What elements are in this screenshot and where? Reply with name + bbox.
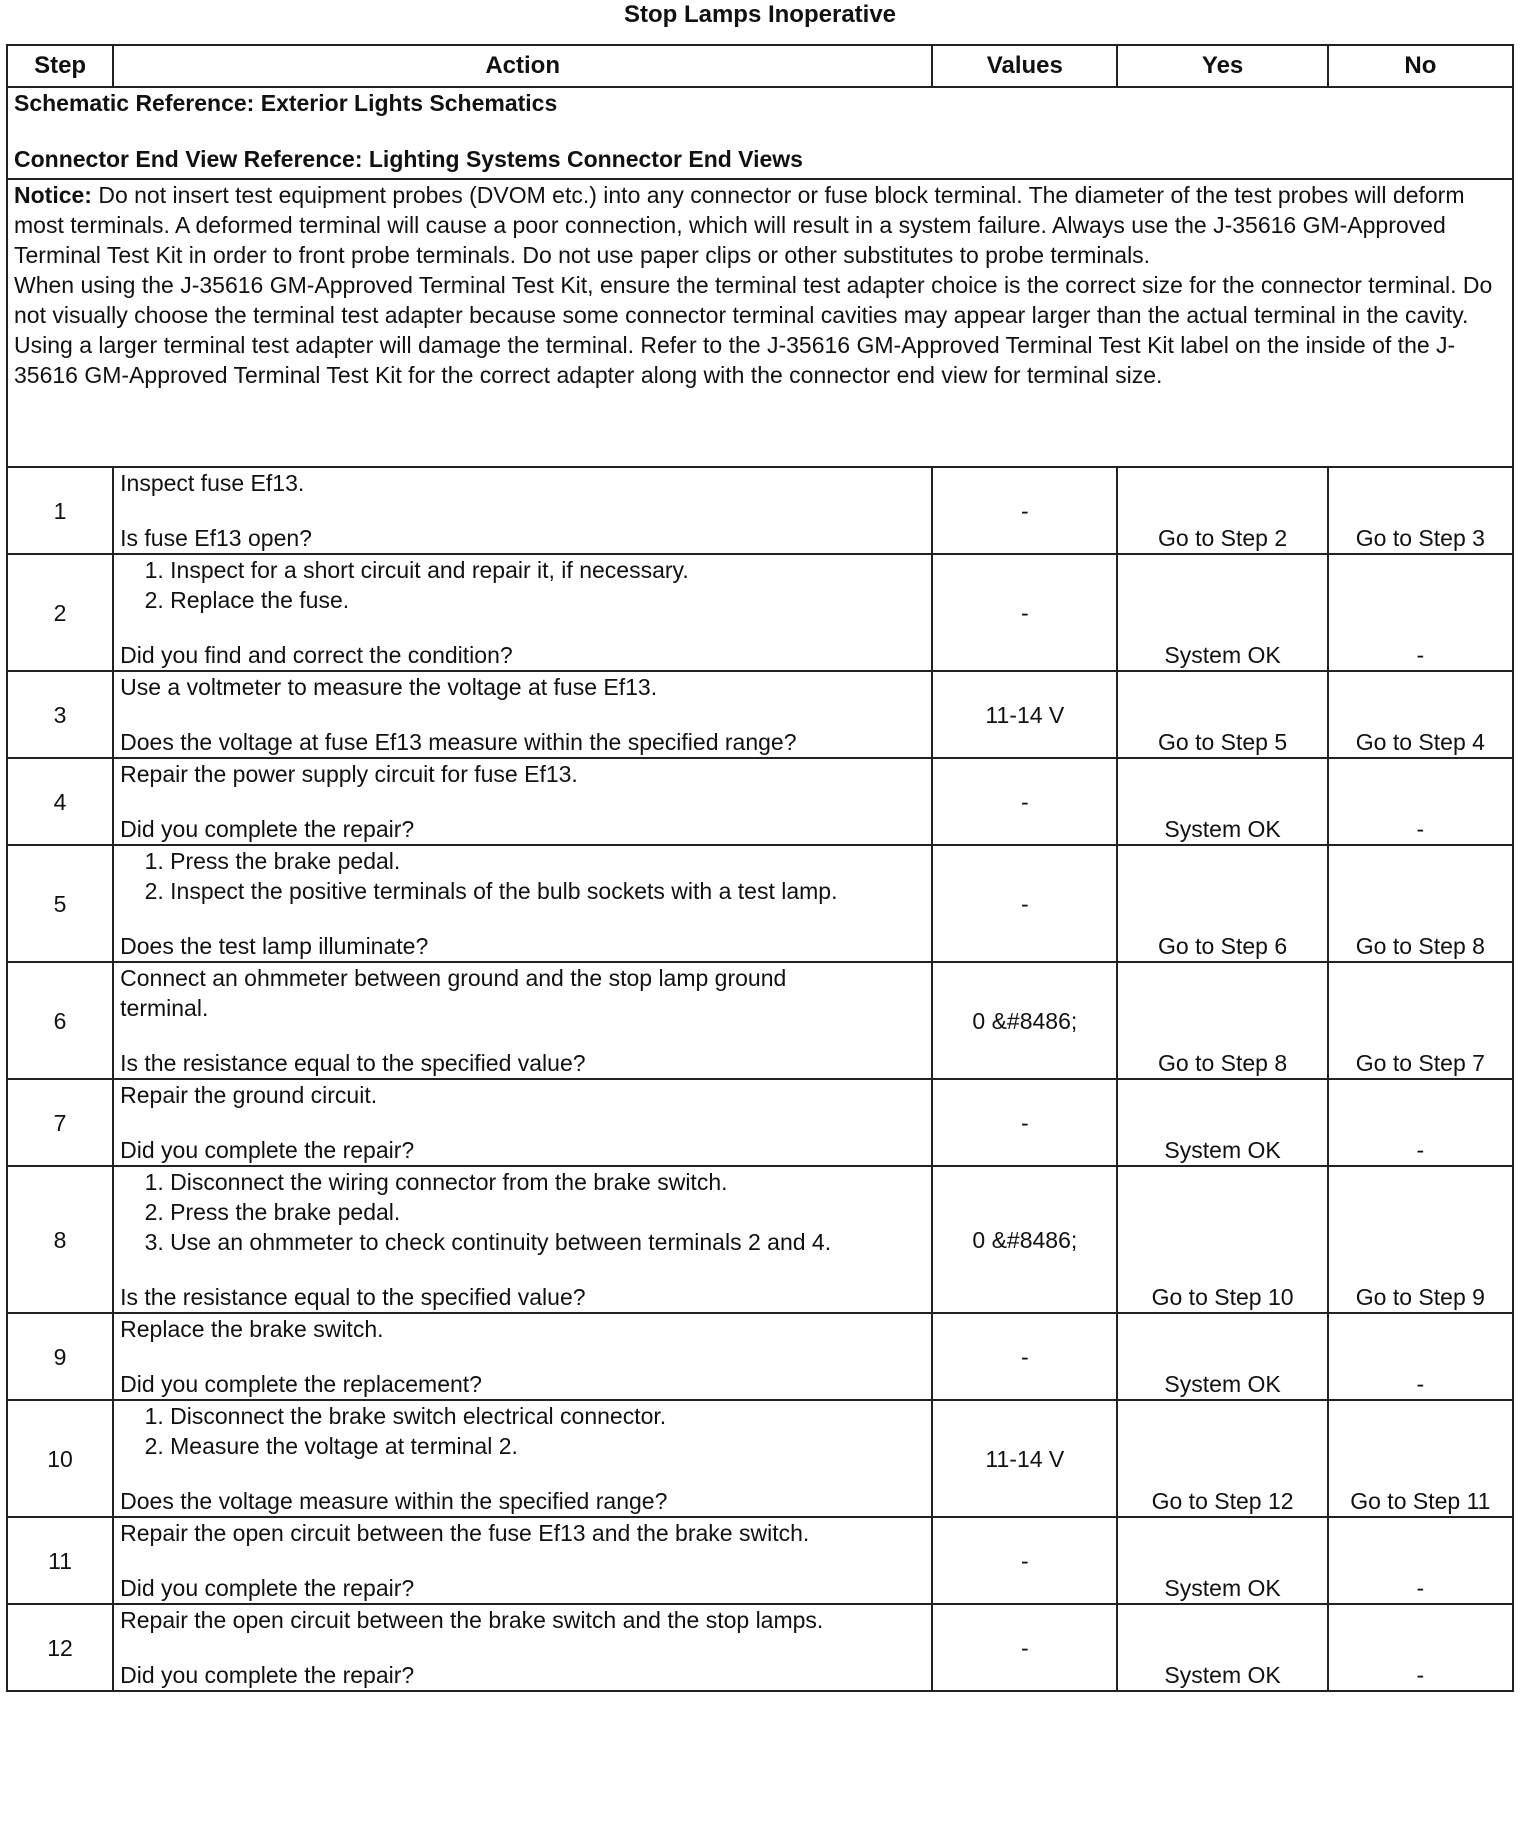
yes-result: System OK — [1117, 758, 1327, 845]
yes-result: Go to Step 2 — [1117, 467, 1327, 554]
no-result: Go to Step 3 — [1328, 467, 1513, 554]
reference-row — [7, 87, 1513, 179]
action-cell — [113, 1517, 932, 1604]
action-question: Does the test lamp illuminate? — [120, 933, 429, 959]
no-result: Go to Step 11 — [1328, 1400, 1513, 1517]
action-text: Repair the open circuit between the brake switch and the stop lamps. — [120, 1607, 824, 1633]
yes-result: System OK — [1117, 1313, 1327, 1400]
value-cell: 0 &#8486; — [932, 1166, 1117, 1313]
header-values: Values — [932, 45, 1117, 87]
step-number: 5 — [7, 845, 113, 962]
step-row — [7, 758, 1513, 845]
yes-result: Go to Step 5 — [1117, 671, 1327, 758]
step-number: 6 — [7, 962, 113, 1079]
value-cell: - — [932, 554, 1117, 671]
no-result: - — [1328, 1517, 1513, 1604]
action-list-item: 2. Measure the voltage at terminal 2. — [170, 1431, 925, 1461]
no-result: Go to Step 8 — [1328, 845, 1513, 962]
action-question: Did you complete the repair? — [120, 1137, 415, 1163]
notice-paragraph-1 — [14, 180, 1506, 270]
action-question: Does the voltage measure within the specified range? — [120, 1488, 668, 1514]
reference-cell — [7, 87, 1513, 179]
no-result: - — [1328, 1079, 1513, 1166]
action-text: Inspect fuse Ef13. — [120, 470, 305, 496]
action-list-item: 1. Disconnect the wiring connector from the brake switch. — [170, 1167, 925, 1197]
action-question: Did you complete the repair? — [120, 816, 415, 842]
yes-result: Go to Step 12 — [1117, 1400, 1327, 1517]
action-list-item: 1. Press the brake pedal. — [170, 846, 925, 876]
action-cell — [113, 554, 932, 671]
action-list-item: 1. Inspect for a short circuit and repair it, if necessary. — [170, 555, 925, 585]
action-cell — [113, 962, 932, 1079]
action-cell — [113, 1079, 932, 1166]
notice-cell — [7, 179, 1513, 467]
value-cell: 11-14 V — [932, 1400, 1117, 1517]
value-cell: - — [932, 845, 1117, 962]
step-row — [7, 1166, 1513, 1313]
action-question: Did you complete the replacement? — [120, 1371, 482, 1397]
action-list-item: 3. Use an ohmmeter to check continuity between terminals 2 and 4. — [170, 1227, 925, 1257]
schematic-reference: Schematic Reference: Exterior Lights Schematics — [14, 90, 558, 116]
value-cell: - — [932, 758, 1117, 845]
step-row — [7, 1400, 1513, 1517]
page-title: Stop Lamps Inoperative — [623, 1, 897, 28]
yes-result: System OK — [1117, 1604, 1327, 1691]
value-cell: - — [932, 1604, 1117, 1691]
no-result: Go to Step 9 — [1328, 1166, 1513, 1313]
notice-label: Notice: — [14, 182, 92, 208]
action-list — [120, 846, 925, 906]
action-question: Did you complete the repair? — [120, 1662, 415, 1688]
step-number: 10 — [7, 1400, 113, 1517]
step-row — [7, 962, 1513, 1079]
action-question: Did you find and correct the condition? — [120, 642, 513, 668]
action-cell — [113, 1313, 932, 1400]
value-cell: 0 &#8486; — [932, 962, 1117, 1079]
action-list — [120, 555, 925, 615]
value-cell: - — [932, 1079, 1117, 1166]
no-result: - — [1328, 1313, 1513, 1400]
value-cell: - — [932, 1517, 1117, 1604]
step-row — [7, 671, 1513, 758]
step-row — [7, 554, 1513, 671]
action-question: Is the resistance equal to the specified value? — [120, 1050, 586, 1076]
value-cell: 11-14 V — [932, 671, 1117, 758]
action-cell — [113, 671, 932, 758]
notice-text-1: Do not insert test equipment probes (DVOM etc.) into any connector or fuse block terminal. The diameter of the test probes will deform most terminals. A deformed terminal will cause a poor connection, which will result in a system failure. Always use the J-35616 GM-Approved Terminal Test Kit in order to front probe terminals. Do not use paper clips or other substitutes to probe terminals. — [14, 182, 1465, 268]
action-question: Did you complete the repair? — [120, 1575, 415, 1601]
action-text: Replace the brake switch. — [120, 1316, 384, 1342]
no-result: - — [1328, 758, 1513, 845]
notice-paragraph-2: When using the J-35616 GM-Approved Terminal Test Kit, ensure the terminal test adapter choice is the correct size for the connector terminal. Do not visually choose the terminal test adapter because some connector terminal cavities may appear larger than the actual terminal in the cavity. Using a larger terminal test adapter will damage the terminal. Refer to the J-35616 GM-Approved Terminal Test Kit label on the inside of the J-35616 GM-Approved Terminal Test Kit for the correct adapter along with the connector end view for terminal size. — [14, 272, 1493, 388]
action-text: terminal. — [120, 995, 209, 1021]
step-number: 9 — [7, 1313, 113, 1400]
step-row — [7, 467, 1513, 554]
step-number: 3 — [7, 671, 113, 758]
no-result: Go to Step 7 — [1328, 962, 1513, 1079]
action-list-item: 2. Replace the fuse. — [170, 585, 925, 615]
yes-result: System OK — [1117, 1079, 1327, 1166]
step-number: 11 — [7, 1517, 113, 1604]
header-yes: Yes — [1117, 45, 1327, 87]
action-list — [120, 1167, 925, 1257]
connector-reference: Connector End View Reference: Lighting Systems Connector End Views — [14, 146, 803, 172]
action-cell — [113, 1604, 932, 1691]
action-text: Repair the ground circuit. — [120, 1082, 378, 1108]
header-row — [7, 45, 1513, 87]
action-question: Is the resistance equal to the specified value? — [120, 1284, 586, 1310]
step-row — [7, 1313, 1513, 1400]
notice-row — [7, 179, 1513, 467]
step-number: 7 — [7, 1079, 113, 1166]
action-question: Does the voltage at fuse Ef13 measure within the specified range? — [120, 729, 797, 755]
action-cell — [113, 845, 932, 962]
step-number: 2 — [7, 554, 113, 671]
no-result: Go to Step 4 — [1328, 671, 1513, 758]
action-cell — [113, 467, 932, 554]
action-list — [120, 1401, 925, 1461]
step-number: 12 — [7, 1604, 113, 1691]
action-list-item: 1. Disconnect the brake switch electrical connector. — [170, 1401, 925, 1431]
action-list-item: 2. Inspect the positive terminals of the bulb sockets with a test lamp. — [170, 876, 925, 906]
action-text: Use a voltmeter to measure the voltage at fuse Ef13. — [120, 674, 658, 700]
yes-result: Go to Step 6 — [1117, 845, 1327, 962]
value-cell: - — [932, 467, 1117, 554]
step-row — [7, 1079, 1513, 1166]
yes-result: Go to Step 8 — [1117, 962, 1327, 1079]
no-result: - — [1328, 554, 1513, 671]
no-result: - — [1328, 1604, 1513, 1691]
header-step: Step — [7, 45, 113, 87]
step-number: 4 — [7, 758, 113, 845]
yes-result: System OK — [1117, 1517, 1327, 1604]
step-row — [7, 1604, 1513, 1691]
yes-result: Go to Step 10 — [1117, 1166, 1327, 1313]
action-text: Connect an ohmmeter between ground and the stop lamp ground — [120, 965, 787, 991]
header-no: No — [1328, 45, 1513, 87]
step-number: 1 — [7, 467, 113, 554]
step-number: 8 — [7, 1166, 113, 1313]
header-action: Action — [113, 45, 932, 87]
action-list-item: 2. Press the brake pedal. — [170, 1197, 925, 1227]
step-row — [7, 1517, 1513, 1604]
value-cell: - — [932, 1313, 1117, 1400]
action-text: Repair the power supply circuit for fuse Ef13. — [120, 761, 578, 787]
action-cell — [113, 758, 932, 845]
action-cell — [113, 1400, 932, 1517]
yes-result: System OK — [1117, 554, 1327, 671]
step-row — [7, 845, 1513, 962]
action-cell — [113, 1166, 932, 1313]
action-question: Is fuse Ef13 open? — [120, 525, 312, 551]
action-text: Repair the open circuit between the fuse Ef13 and the brake switch. — [120, 1520, 810, 1546]
diagnostic-table — [6, 44, 1514, 1692]
